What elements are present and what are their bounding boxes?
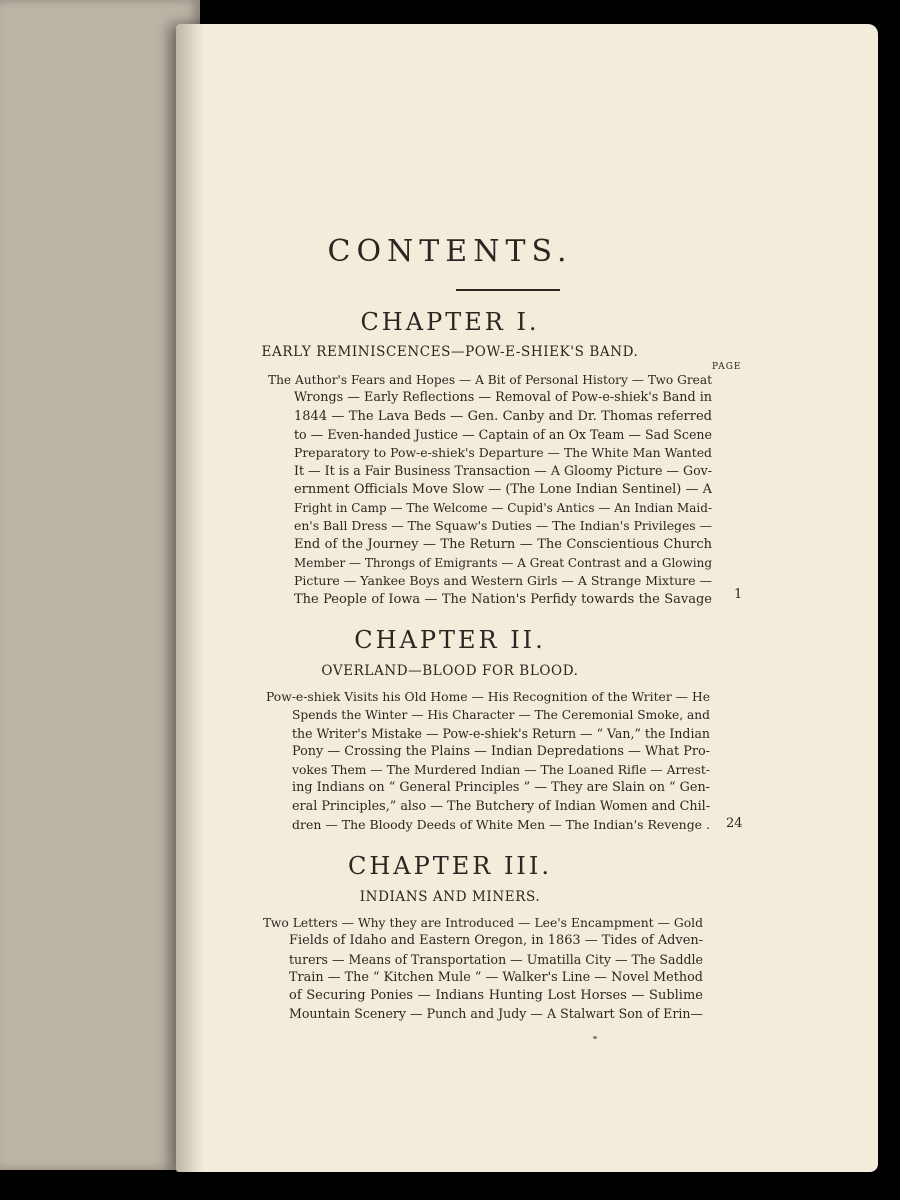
summary-line: Train — The “ Kitchen Mule ” — Walker's Line — Novel Method [289, 969, 703, 985]
page-column-label: PAGE [712, 362, 742, 372]
summary-line: The People of Iowa — The Nation's Perfidy towards the Savage [294, 591, 712, 607]
chapter-heading: CHAPTER III. [347, 852, 553, 880]
summary-line: of Securing Ponies — Indians Hunting Lost Horses — Sublime [289, 988, 703, 1004]
summary-line: en's Ball Dress — The Squaw's Duties — The Indian's Privileges — [294, 518, 712, 534]
ink-speck [593, 1036, 597, 1039]
summary-line: Pony — Crossing the Plains — Indian Depredations — What Pro- [292, 743, 710, 759]
summary-line: Fright in Camp — The Welcome — Cupid's Antics — An Indian Maid- [294, 501, 712, 516]
page-gutter-shadow [176, 24, 204, 1172]
chapter-heading: CHAPTER I. [360, 308, 540, 336]
summary-line: Preparatory to Pow-e-shiek's Departure — The White Man Wanted [294, 445, 712, 461]
summary-line: Mountain Scenery — Punch and Judy — A Stalwart Son of Erin— [289, 1006, 703, 1022]
summary-line: the Writer's Mistake — Pow-e-shiek's Return — “ Van,” the Indian [292, 725, 710, 741]
chapter-heading: CHAPTER II. [354, 626, 546, 654]
summary-line: Wrongs — Early Reflections — Removal of Pow-e-shiek's Band in [294, 390, 712, 406]
summary-line: vokes Them — The Murdered Indian — The Loaned Rifle — Arrest- [292, 763, 710, 778]
chapter-summary [268, 371, 712, 609]
summary-line: ing Indians on “ General Principles ” — They are Slain on “ Gen- [292, 780, 710, 796]
summary-line: Fields of Idaho and Eastern Oregon, in 1863 — Tides of Adven- [289, 933, 703, 949]
chapter-subtitle: INDIANS AND MINERS. [359, 889, 541, 905]
contents-title: CONTENTS. [327, 234, 573, 269]
summary-line: turers — Means of Transportation — Umatilla City — The Saddle [289, 951, 703, 967]
summary-line: dren — The Bloody Deeds of White Men — The Indian's Revenge . [292, 817, 710, 833]
page-number: 24 [726, 816, 743, 831]
summary-line: 1844 — The Lava Beds — Gen. Canby and Dr. Thomas referred [294, 408, 712, 424]
chapter-subtitle: OVERLAND—BLOOD FOR BLOOD. [321, 663, 579, 679]
summary-line: Picture — Yankee Boys and Western Girls — A Strange Mixture — [294, 573, 712, 589]
chapter-summary [266, 688, 710, 834]
title-rule [456, 289, 560, 291]
summary-line: It — It is a Fair Business Transaction — A Gloomy Picture — Gov- [294, 463, 712, 479]
summary-line: The Author's Fears and Hopes — A Bit of Personal History — Two Great [268, 373, 712, 387]
summary-line: End of the Journey — The Return — The Conscientious Church [294, 536, 712, 552]
book-cover [0, 0, 200, 1170]
summary-line: Two Letters — Why they are Introduced — Lee's Encampment — Gold [263, 916, 703, 930]
summary-line: Spends the Winter — His Character — The Ceremonial Smoke, and [292, 708, 710, 723]
page-number: 1 [734, 587, 743, 602]
chapter-subtitle: EARLY REMINISCENCES—POW-E-SHIEK'S BAND. [261, 344, 639, 360]
chapter-summary [263, 914, 703, 1024]
summary-line: Member — Throngs of Emigrants — A Great Contrast and a Glowing [294, 555, 712, 570]
summary-line: Pow-e-shiek Visits his Old Home — His Recognition of the Writer — He [266, 690, 710, 704]
summary-line: eral Principles,” also — The Butchery of Indian Women and Chil- [292, 798, 710, 814]
summary-line: to — Even-handed Justice — Captain of an Ox Team — Sad Scene [294, 426, 712, 442]
summary-line: ernment Officials Move Slow — (The Lone Indian Sentinel) — A [294, 481, 712, 497]
